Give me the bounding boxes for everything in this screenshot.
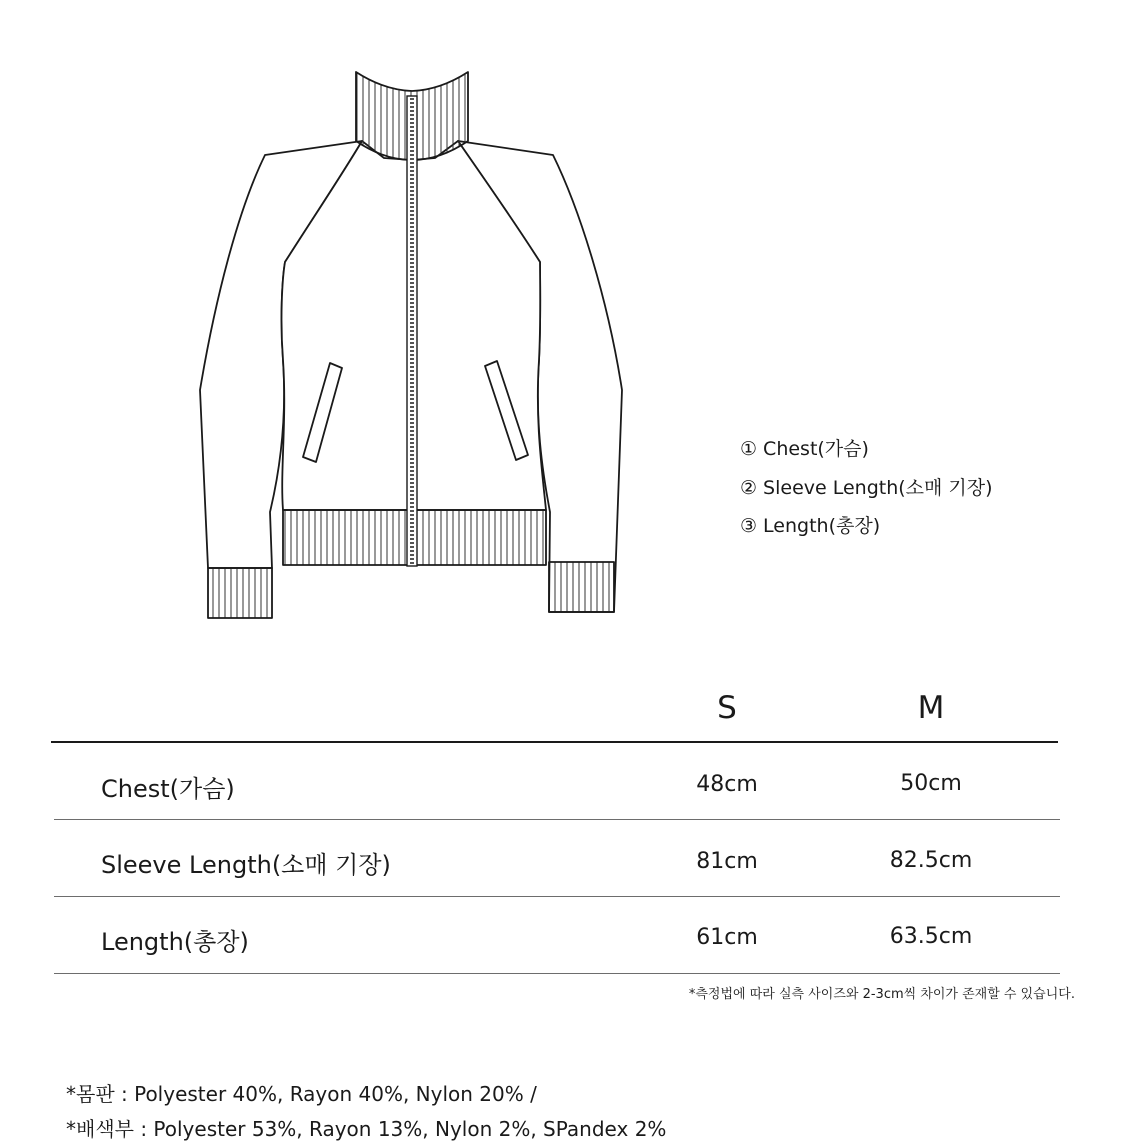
length-m-value: 63.5cm xyxy=(889,924,973,949)
measurement-legend xyxy=(740,430,993,546)
material-trim: *배색부 : Polyester 53%, Rayon 13%, Nylon 2%, SPandex 2% xyxy=(66,1117,667,1141)
chest-s-value: 48cm xyxy=(696,772,758,797)
legend-number: ③ xyxy=(740,515,758,537)
legend-item xyxy=(740,430,993,469)
chest-m-value: 50cm xyxy=(900,771,962,796)
row-divider xyxy=(54,896,1060,897)
legend-item xyxy=(740,469,993,508)
sleeve-s-value: 81cm xyxy=(696,849,758,874)
row-label-sleeve: Sleeve Length(소매 기장) xyxy=(101,851,391,879)
length-s-value: 61cm xyxy=(696,925,758,950)
row-label-chest: Chest(가슴) xyxy=(101,775,235,803)
legend-text: Chest(가슴) xyxy=(763,438,869,460)
row-label-length: Length(총장) xyxy=(101,928,249,956)
row-divider xyxy=(54,819,1060,820)
size-header-s: S xyxy=(717,690,737,726)
measurement-note: *측정법에 따라 실측 사이즈와 2-3cm씩 차이가 존재할 수 있습니다. xyxy=(688,987,1075,1002)
legend-text: Sleeve Length(소매 기장) xyxy=(763,476,993,499)
row-divider xyxy=(54,973,1060,974)
jacket-illustration xyxy=(190,60,640,625)
sleeve-m-value: 82.5cm xyxy=(889,848,973,873)
legend-item xyxy=(740,507,993,546)
legend-text: Length(총장) xyxy=(763,515,881,537)
size-header-m: M xyxy=(917,690,945,726)
legend-number: ② xyxy=(740,476,758,499)
legend-number: ① xyxy=(740,438,758,460)
material-body: *몸판 : Polyester 40%, Rayon 40%, Nylon 20% / xyxy=(66,1082,537,1106)
table-header-divider xyxy=(51,741,1058,743)
